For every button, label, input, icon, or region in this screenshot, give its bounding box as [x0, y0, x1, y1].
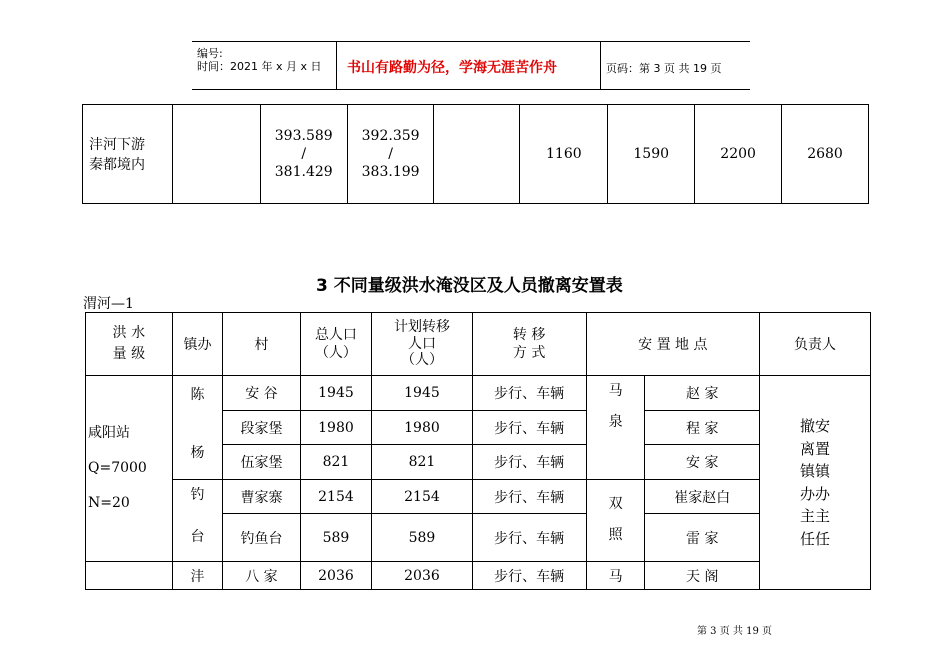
number-cell: 1160 [520, 105, 608, 204]
town-cell [172, 480, 223, 562]
level-cell: 咸阳站 Q=7000 N=20 [86, 376, 173, 562]
total-cell: 821 [300, 445, 372, 480]
header-divider [336, 41, 337, 89]
planned-cell: 2036 [372, 562, 472, 590]
method-cell: 步行、车辆 [472, 376, 586, 411]
total-cell: 2036 [300, 562, 372, 590]
town-char: 陈 [190, 387, 205, 403]
header-owner: 负责人 [760, 313, 871, 376]
dest-cell: 雷 家 [645, 514, 760, 562]
method-cell: 步行、车辆 [472, 480, 586, 514]
level-cell-empty [86, 562, 173, 590]
top-table [82, 104, 869, 204]
method-cell: 步行、车辆 [472, 411, 586, 445]
number-cell: 1590 [608, 105, 695, 204]
header-planned: 计划转移 人口 （人） [372, 313, 472, 376]
empty-cell [434, 105, 520, 204]
header-town: 镇办 [172, 313, 223, 376]
page-label: 页码：第 3 页 共 19 页 [606, 62, 722, 75]
code-label: 编号: [197, 47, 223, 60]
village-cell: 安 谷 [223, 376, 300, 411]
planned-cell: 2154 [372, 480, 472, 514]
total-cell: 1980 [300, 411, 372, 445]
dest-cell: 赵 家 [645, 376, 760, 411]
town-char: 杨 [190, 445, 205, 461]
header-level: 洪 水 量 级 [86, 313, 173, 376]
dest-cell: 安 家 [645, 445, 760, 480]
value-cell: 393.589 / 381.429 [260, 105, 347, 204]
header-method: 转 移 方 式 [472, 313, 586, 376]
planned-cell: 589 [372, 514, 472, 562]
village-cell: 伍家堡 [223, 445, 300, 480]
total-cell: 589 [300, 514, 372, 562]
method-cell: 步行、车辆 [472, 445, 586, 480]
header-top-rule [192, 41, 750, 42]
evacuation-table [85, 312, 871, 590]
method-cell: 步行、车辆 [472, 514, 586, 562]
village-cell: 段家堡 [223, 411, 300, 445]
area-cell: 马 [586, 562, 645, 590]
town-char: 台 [190, 529, 205, 545]
value-cell: 392.359 / 383.199 [347, 105, 433, 204]
table-title: 3 不同量级洪水淹没区及人员撤离安置表 [316, 276, 623, 296]
planned-cell: 1945 [372, 376, 472, 411]
planned-cell: 821 [372, 445, 472, 480]
dest-cell: 天 阁 [645, 562, 760, 590]
number-cell: 2680 [782, 105, 869, 204]
empty-cell [173, 105, 260, 204]
method-cell: 步行、车辆 [472, 562, 586, 590]
total-cell: 2154 [300, 480, 372, 514]
header-bottom-rule [192, 89, 750, 90]
town-char: 沣 [172, 562, 223, 590]
place-cell: 沣河下游 秦都境内 [83, 105, 173, 204]
dest-cell: 程 家 [645, 411, 760, 445]
number-cell: 2200 [695, 105, 782, 204]
header-place: 安 置 地 点 [586, 313, 759, 376]
village-cell: 八 家 [223, 562, 300, 590]
table-subtitle: 渭河—1 [83, 296, 134, 312]
time-label: 时间：2021 年 x 月 x 日 [197, 60, 322, 73]
header-village: 村 [223, 313, 300, 376]
village-cell: 钓鱼台 [223, 514, 300, 562]
motto: 书山有路勤为径，学海无涯苦作舟 [347, 60, 557, 76]
area-cell: 双 照 [586, 480, 645, 562]
village-cell: 曹家寨 [223, 480, 300, 514]
header-divider [600, 41, 601, 89]
header-total: 总人口 （人） [300, 313, 372, 376]
town-char: 钓 [190, 487, 205, 503]
area-cell: 马 泉 [586, 376, 645, 480]
owner-cell: 撤安 离置 镇镇 办办 主主 任任 [760, 376, 871, 590]
total-cell: 1945 [300, 376, 372, 411]
town-cell [172, 376, 223, 480]
dest-cell: 崔家赵白 [645, 480, 760, 514]
planned-cell: 1980 [372, 411, 472, 445]
page-footer: 第 3 页 共 19 页 [697, 626, 772, 637]
